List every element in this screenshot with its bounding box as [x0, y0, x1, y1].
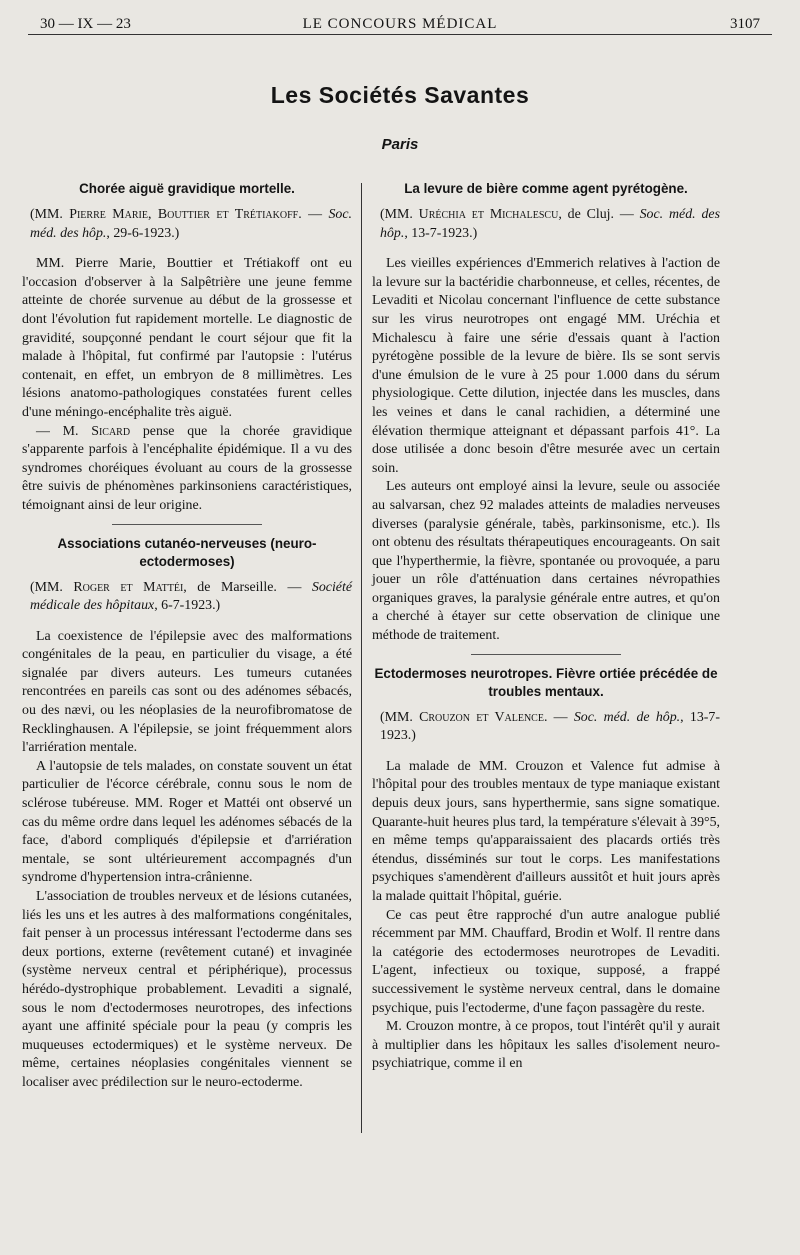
- article-reference: (MM. Uréchia et Michalescu, de Cluj. — Soc. méd. des hôp., 13-7-1923.): [380, 207, 720, 241]
- paragraph: M. Crouzon montre, à ce propos, tout l'intérêt qu'il y aurait à multiplier dans les hôpitaux les salles d'isolement neuro-psychiatrique, comme il en: [372, 1019, 720, 1072]
- running-head: [30, 8, 770, 34]
- journal-name: LE CONCOURS MÉDICAL: [302, 16, 498, 32]
- city-subtitle: Paris: [381, 136, 419, 153]
- article-heading: Associations cutanéo-nerveuses (neuro-ectodermoses): [57, 535, 317, 569]
- paragraph: A l'autopsie de tels malades, on constate souvent un état particulier de l'écorce cérébrale, connu sous le nom de sclérose tubéreuse. MM. Roger et Mattéi ont observé un cas du même ordre dans lequel les adénomes sébacés de la face, d'abord compliqués d'épilepsie et d'arriération mentale, se sont ultérieurement accompagnés d'un syndrome d'hypertension intra-crânienne.: [22, 758, 352, 886]
- reference-source: Soc. méd. des hôp.: [30, 207, 352, 241]
- paragraph: — M. Sicard pense que la chorée gravidique s'apparente parfois à l'encéphalite épidémique. Il a vu des syndromes choréiques évoluant au cours de la grossesse être suivis de phénomènes parkinsoniens caractéristiques, témoignant ainsi de leur origine.: [22, 423, 352, 513]
- reference-source: Soc. méd. de hôp.: [573, 709, 681, 725]
- left-column: [22, 180, 352, 1093]
- paragraph: La malade de MM. Crouzon et Valence fut admise à l'hôpital pour des troubles mentaux de type maniaque existant depuis deux jours, sans hyperthermie, sans signe somatique. Quarante-huit heures plus tard, la température s'élevait à 39°5, en même temps qu'apparaissaient des placards ortiés très étendus, disséminés sur tout le corps. Les manifestations psychiques s'amendèrent d'ailleurs aussitôt et huit jours après la malade quittait l'hôpital, guérie.: [372, 758, 720, 904]
- column-divider: [361, 183, 362, 1133]
- paragraph: MM. Pierre Marie, Bouttier et Trétiakoff ont eu l'occasion d'observer à la Salpêtrière une jeune femme atteinte de chorée survenue au début de la grossesse et dont l'évolution fut rapidement mortelle. Le diagnostic de gravidité, soupçonné pendant le court séjour que fit la malade à l'hôpital, fut confirmé par l'autopsie : l'utérus contenait, en effet, un embryon de 8 millimètres. Les lésions anatomo-pathologiques constatées furent celles d'une méningo-encéphalite très aiguë.: [22, 256, 352, 420]
- header-rule: [28, 34, 772, 35]
- reference-authors: Uréchia et Michalescu: [418, 207, 559, 222]
- section-separator: [112, 524, 262, 525]
- article-reference: (MM. Roger et Mattéi, de Marseille. — Société médicale des hôpitaux, 6-7-1923.): [30, 579, 352, 614]
- paragraph: Ce cas peut être rapproché d'un autre analogue publié récemment par MM. Chauffard, Brodin et Wolf. Il rentre dans la catégorie des ectodermoses neurotropes de Levaditi. L'agent, infectieux ou toxique, supposé, a frappé successivement le système nerveux central, dans le domaine psychique, puis l'ectoderme, d'une façon passagère du reste.: [372, 907, 720, 1016]
- section-separator: [471, 654, 621, 655]
- article-heading: Chorée aiguë gravidique mortelle.: [79, 181, 295, 196]
- page-title: Les Sociétés Savantes: [270, 82, 530, 108]
- article-heading: La levure de bière comme agent pyrétogène.: [404, 181, 688, 196]
- article-reference: (MM. Pierre Marie, Bouttier et Trétiakoff. — Soc. méd. des hôp., 29-6-1923.): [30, 207, 352, 241]
- article-heading: Ectodermoses neurotropes. Fièvre ortiée précédée de troubles mentaux.: [374, 665, 718, 699]
- article-reference: (MM. Crouzon et Valence. — Soc. méd. de hôp., 13-7-1923.): [380, 709, 720, 744]
- reference-source: Société médicale des hôpitaux: [30, 579, 352, 614]
- reference-authors: Roger et Mattéi: [73, 579, 184, 595]
- reference-authors: Pierre Marie, Bouttier et Trétiakoff.: [69, 207, 302, 222]
- page-number: 3107: [730, 16, 760, 32]
- paragraph: La coexistence de l'épilepsie avec des malformations congénitales de la peau, en particulier du visage, a été signalée par divers auteurs. Les tumeurs cutanées rencontrées en pareils cas sont ou des adénomes sébacés, ou des nævi, ou les néoplasies de la neurofibromatose de Recklinghausen. A l'épilepsie, se joint fréquemment alors l'arriération mentale.: [22, 628, 352, 756]
- issue-date: 30 — IX — 23: [40, 16, 131, 32]
- paragraph: Les vieilles expériences d'Emmerich relatives à l'action de la levure sur la bactéridie charbonneuse, et celles, récentes, de Levaditi et Nicolau concernant l'influence de cette substance sur les virus neurotropes ont engagé MM. Uréchia et Michalescu à faire une série d'essais quant à l'action pyrétogène possible de la levure de bière. Ils se sont servis d'une émulsion de le vure à 25 pour 1.000 dans du sérum physiologique. Cette dilution, injectée dans les muscles, dans les veines et dans le canal rachidien, a déterminé une élévation thermique atteignant et dépassant parfois 41°. La dose utilisée a donc besoin d'être mesurée avec un certain soin.: [372, 256, 720, 476]
- reference-source: Soc. méd. des hôp.: [380, 207, 720, 241]
- reference-authors: Crouzon et Valence.: [419, 709, 548, 725]
- paragraph: Les auteurs ont employé ainsi la levure, seule ou associée au salvarsan, chez 92 malades atteints de maladies nerveuses diverses (paralysie générale, tabès, parkinsonisme, etc.). Ils ont obtenu des résultats thérapeutiques encourageants. On sait que l'hyperthermie, la fièvre, spontanée ou provoquée, a paru jouer un rôle d'atténuation dans certaines névropathies organiques graves, la paralysie générale entre autres, et qu'on a cherché à étayer sur cette observation de clinique une méthode de traitement.: [372, 479, 720, 644]
- paragraph: L'association de troubles nerveux et de lésions cutanées, liés les uns et les autres à des malformations congénitales, fait penser à un processus intéressant l'ectoderme dans ses deux portions, externe (revêtement cutané) et invaginée (système nerveux central et périphérique), processus hérédo-dystrophique probablement. Levaditi a signalé, sous le nom d'ectodermoses neurotropes, des infections ayant une affinité spéciale pour la peau (y compris les muqueuses ectodermiques) et le système nerveux. De même, certaines néoplasies congénitales viennent se localiser avec prédilection sur le neuro-ectoderme.: [22, 889, 352, 1090]
- right-column: [372, 180, 720, 1074]
